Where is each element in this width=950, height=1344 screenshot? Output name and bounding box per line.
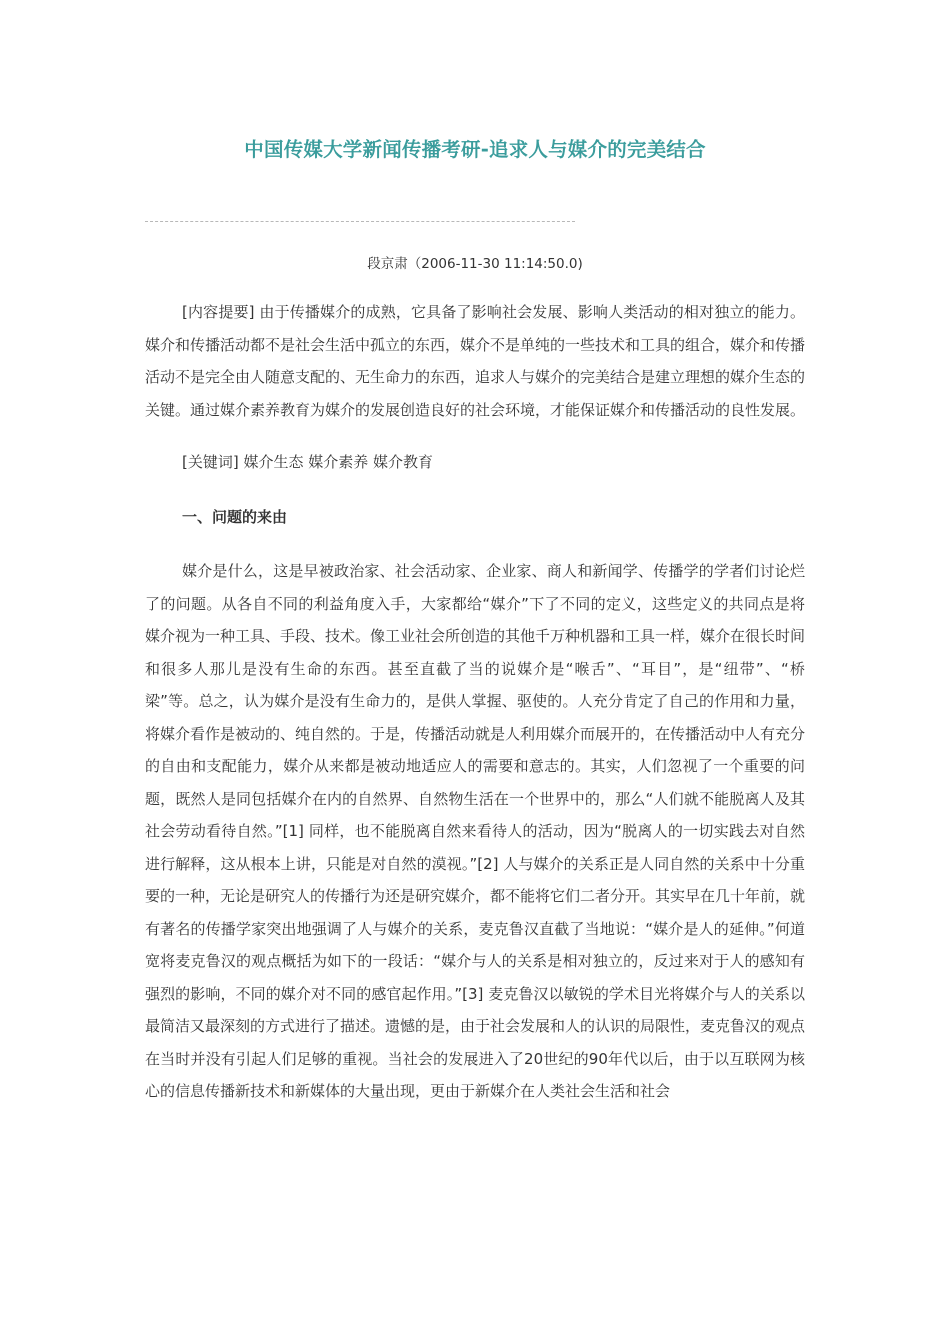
dashed-divider — [145, 221, 575, 222]
article-body — [145, 296, 805, 1108]
body-paragraph: 媒介是什么，这是早被政治家、社会活动家、企业家、商人和新闻学、传播学的学者们讨论烂了的问题。从各自不同的利益角度入手，大家都给“媒介”下了不同的定义，这些定义的共同点是将媒介视为一种工具、手段、技术。像工业社会所创造的其他千万种机器和工具一样，媒介在很长时间和很多人那儿是没有生命的东西。甚至直截了当的说媒介是“喉舌”、“耳目”，是“纽带”、“桥梁”等。总之，认为媒介是没有生命力的，是供人掌握、驱使的。人充分肯定了自己的作用和力量，将媒介看作是被动的、纯自然的。于是，传播活动就是人利用媒介而展开的，在传播活动中人有充分的自由和支配能力，媒介从来都是被动地适应人的需要和意志的。其实，人们忽视了一个重要的问题，既然人是同包括媒介在内的自然界、自然物生活在一个世界中的，那么“人们就不能脱离人及其社会劳动看待自然。”[1] 同样，也不能脱离自然来看待人的活动，因为“脱离人的一切实践去对自然进行解释，这从根本上讲，只能是对自然的漠视。”[2] 人与媒介的关系正是人同自然的关系中十分重要的一种，无论是研究人的传播行为还是研究媒介，都不能将它们二者分开。其实早在几十年前，就有著名的传播学家突出地强调了人与媒介的关系，麦克鲁汉直截了当地说：“媒介是人的延伸。”何道宽将麦克鲁汉的观点概括为如下的一段话：“媒介与人的关系是相对独立的，反过来对于人的感知有强烈的影响，不同的媒介对不同的感官起作用。”[3] 麦克鲁汉以敏锐的学术目光将媒介与人的关系以最简洁又最深刻的方式进行了描述。遗憾的是，由于社会发展和人的认识的局限性，麦克鲁汉的观点在当时并没有引起人们足够的重视。当社会的发展进入了20世纪的90年代以后，由于以互联网为核心的信息传播新技术和新媒体的大量出现，更由于新媒介在人类社会生活和社会 — [145, 562, 806, 1100]
section-heading: 一、问题的来由 — [182, 507, 288, 526]
keywords-paragraph: [关键词] 媒介生态 媒介素养 媒介教育 — [182, 453, 434, 471]
abstract-paragraph: [内容提要] 由于传播媒介的成熟，它具备了影响社会发展、影响人类活动的相对独立的能力。媒介和传播活动都不是社会生活中孤立的东西，媒介不是单纯的一些技术和工具的组合，媒介和传播活动不是完全由人随意支配的、无生命力的东西，追求人与媒介的完美结合是建立理想的媒介生态的关键。通过媒介素养教育为媒介的发展创造良好的社会环境，才能保证媒介和传播活动的良性发展。 — [145, 303, 806, 419]
article-title: 中国传媒大学新闻传播考研-追求人与媒介的完美结合 — [244, 138, 706, 161]
author-byline: 段京肃（2006-11-30 11:14:50.0) — [367, 256, 583, 272]
